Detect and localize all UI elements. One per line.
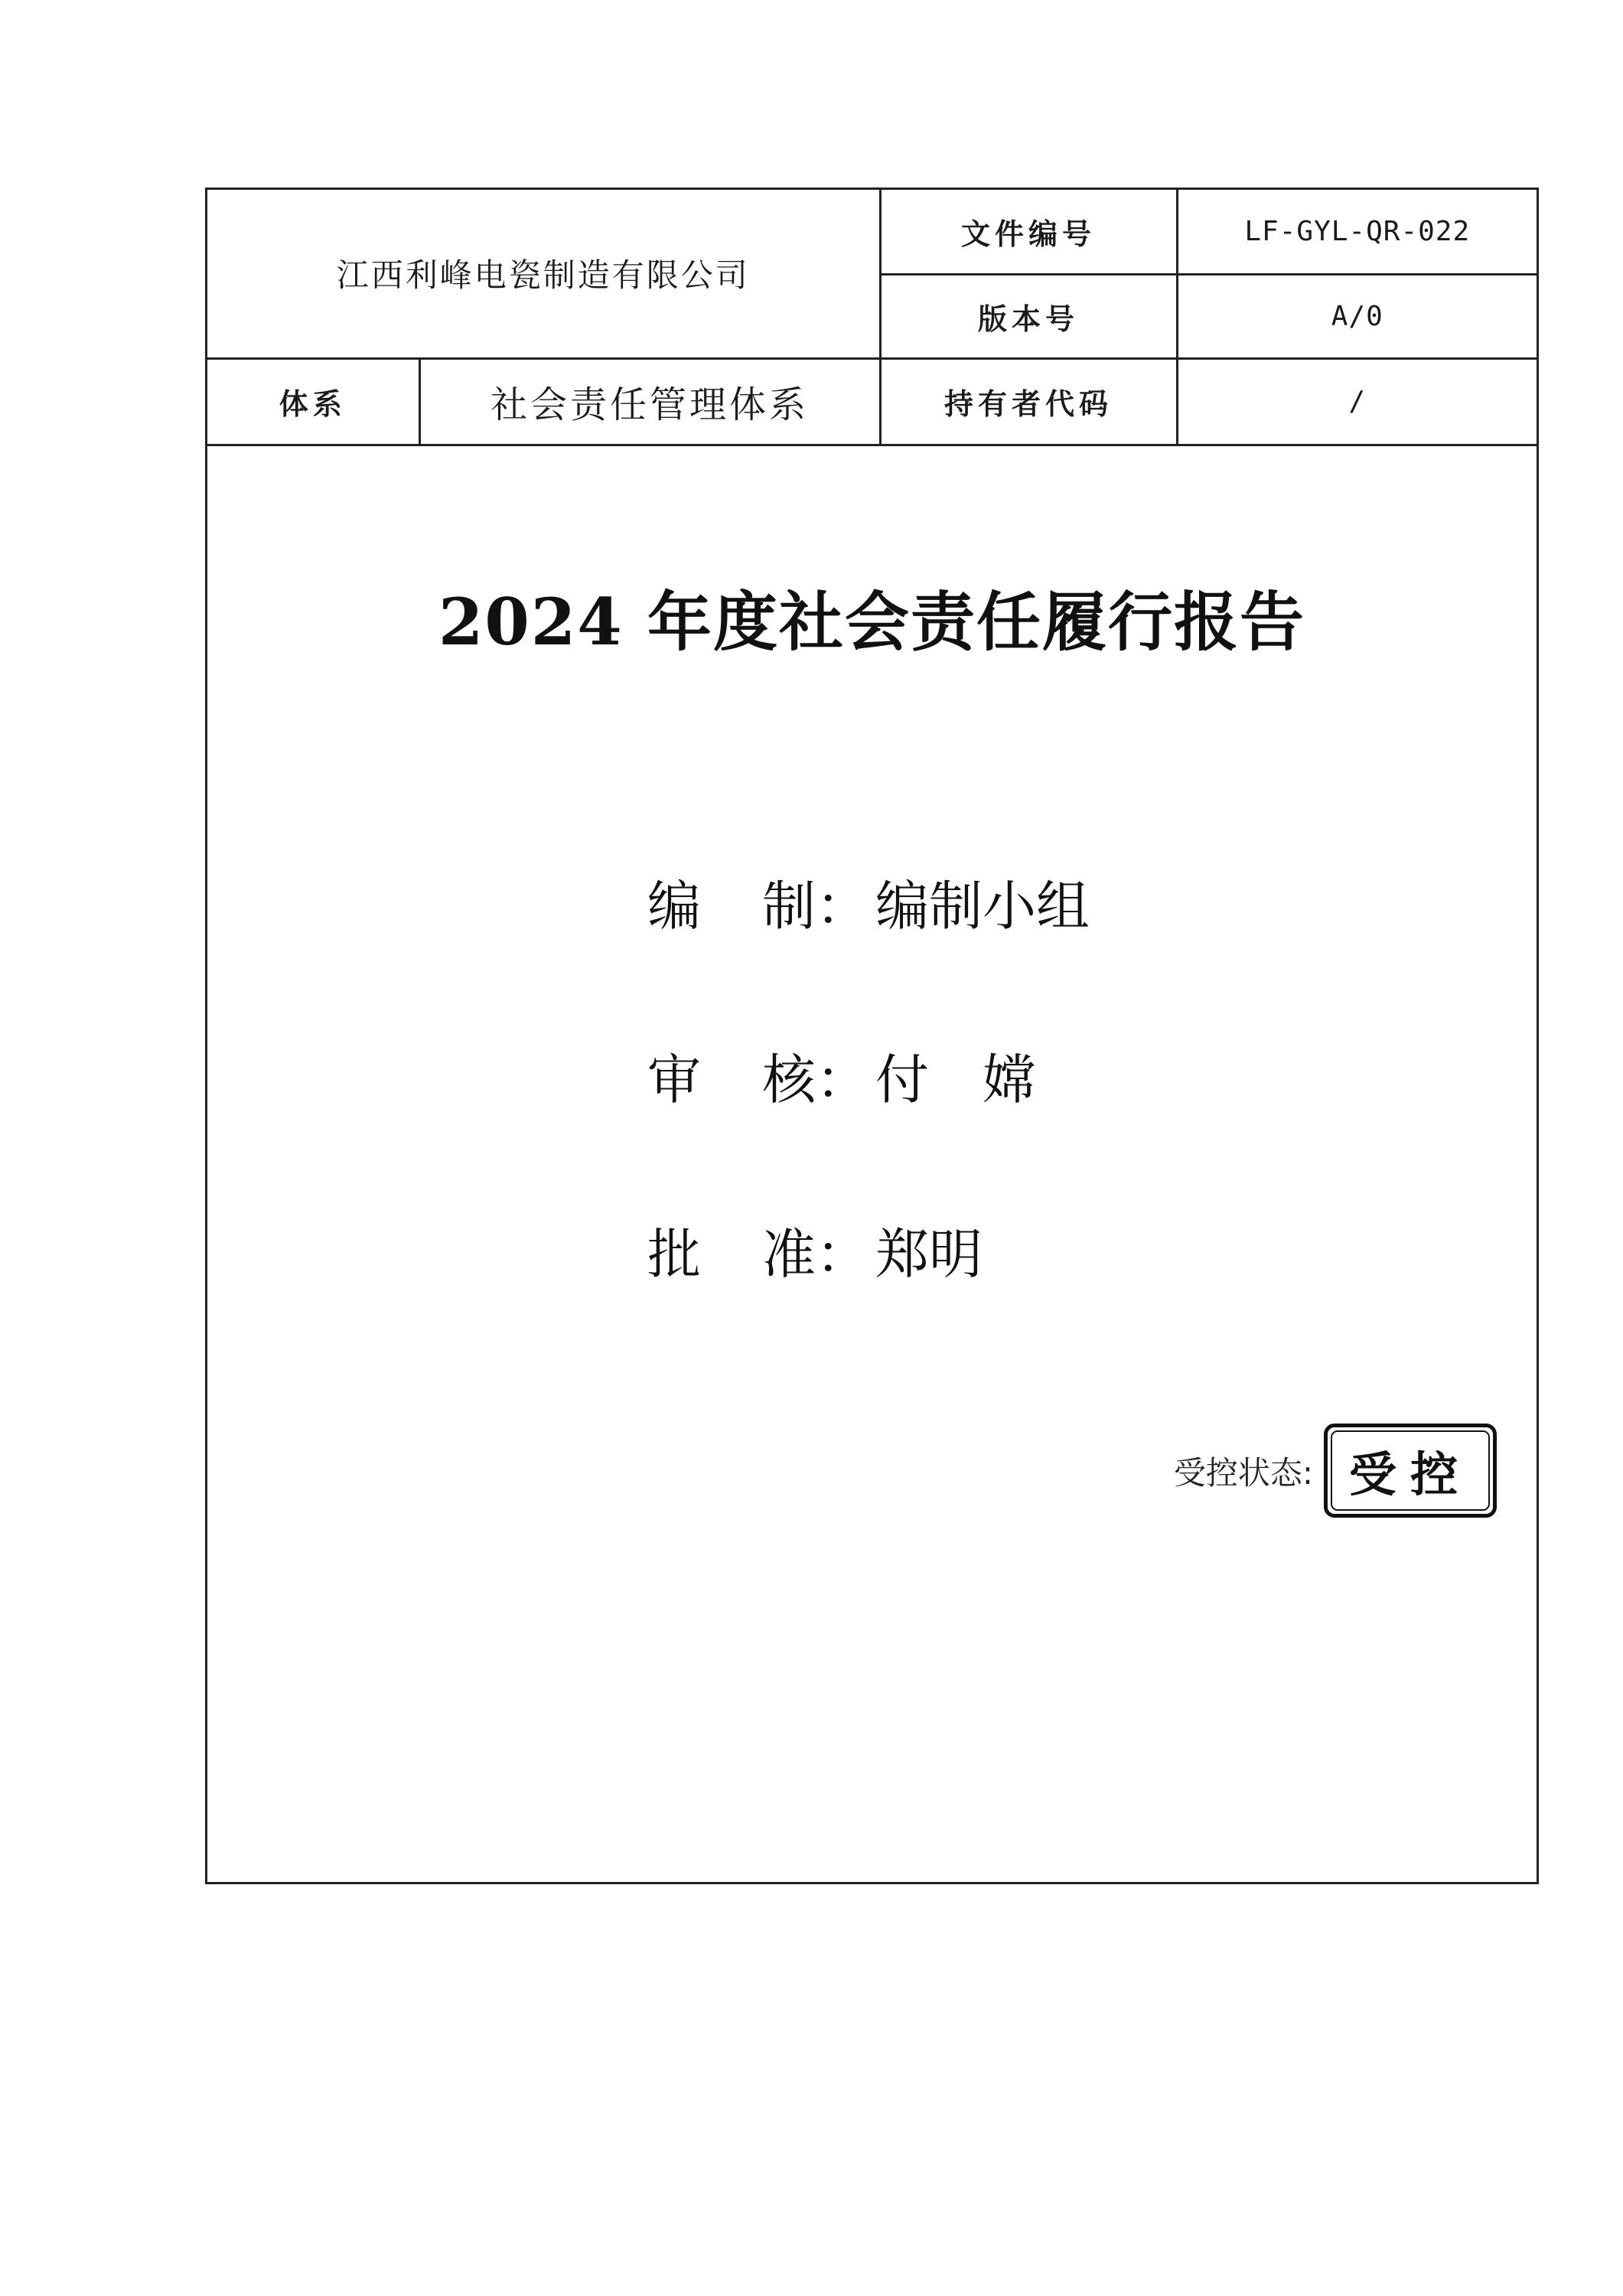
approver-label-1: 批 [647,1223,701,1286]
control-status-label: 受控状态: [1173,1453,1313,1492]
reviewer-colon: ： [816,1049,869,1111]
approver-colon: ： [816,1223,869,1286]
system-label: 体系 [207,358,419,445]
holder-code-label: 持有者代码 [880,358,1177,445]
system-value: 社会责任管理体系 [419,358,880,445]
version-value: A/0 [1177,274,1537,358]
version-label: 版本号 [880,274,1177,358]
controlled-stamp [1324,1424,1497,1518]
compiler-label-1: 编 [647,875,701,938]
doc-number-value: LF-GYL-QR-022 [1177,190,1537,274]
report-title: 2024 年度社会责任履行报告 [438,584,1306,660]
control-status [1174,1424,1497,1518]
reviewer-label-2: 核 [762,1049,816,1111]
company-name: 江西利峰电瓷制造有限公司 [207,190,880,358]
compiler-label-2: 制 [762,875,816,938]
signature-reviewer [647,1037,1036,1114]
reviewer-label-1: 审 [647,1049,701,1111]
compiler-colon: ： [816,875,869,938]
approver-label-2: 准 [762,1223,816,1286]
approver-value: 郑明 [875,1223,983,1286]
document-frame [205,188,1539,1884]
reviewer-value: 付 嫦 [875,1049,1036,1111]
holder-code-value: / [1177,358,1537,445]
signature-approver [647,1212,983,1289]
doc-number-label: 文件编号 [880,190,1177,274]
compiler-value: 编制小组 [875,875,1090,938]
controlled-stamp-text: 受控 [1331,1430,1490,1511]
signature-compiler [647,863,1090,941]
header-table [207,190,1537,446]
